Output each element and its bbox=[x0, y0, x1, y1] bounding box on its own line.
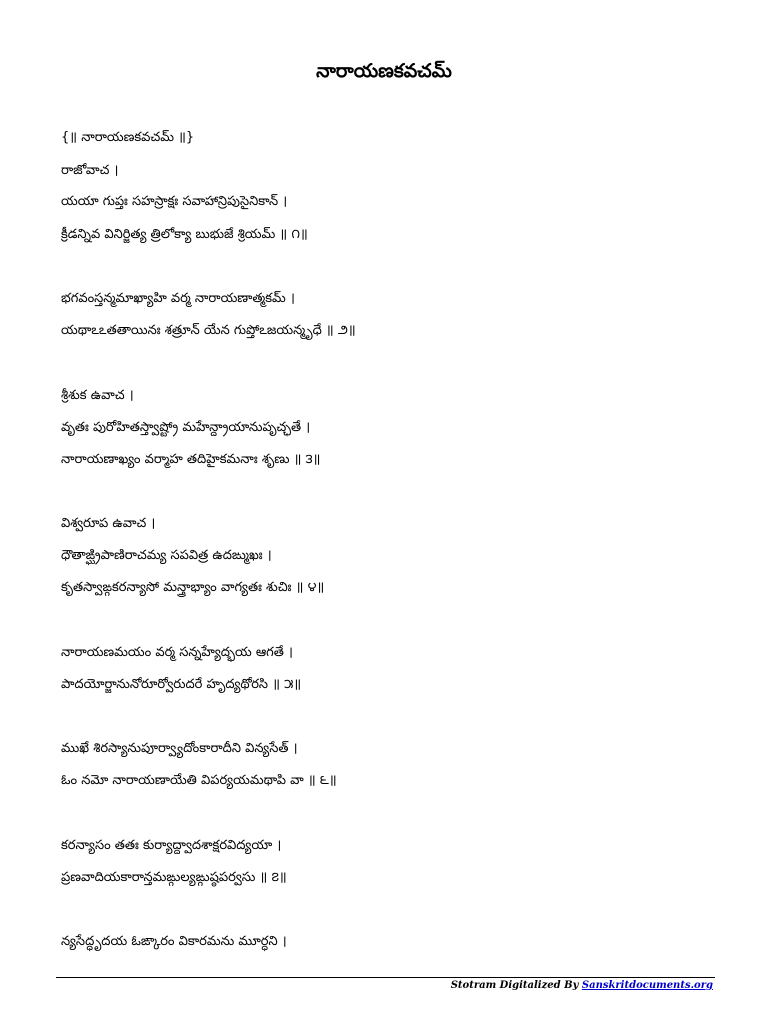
text-line-verse-2a: భగవంస్తన్మమాఖ్యాహి వర్మ నారాయణాత్మకమ్ । bbox=[61, 291, 295, 306]
text-line-verse-4a: ధౌతాఙ్ఘ్రిపాణిరాచమ్య సపవిత్ర ఉదఙ్ముఖః । bbox=[61, 548, 272, 563]
text-line-verse-6b: ఓం నమో నారాయణాయేతి విపర్యయమథాపి వా ॥ ౬॥ bbox=[61, 773, 337, 788]
text-line-verse-5b: పాదయోర్జానునోరూర్వోరుదరే హృద్యథోరసి ॥ ౫॥ bbox=[61, 677, 302, 692]
text-line-speaker: రాజోవాచ । bbox=[61, 163, 119, 178]
text-line-header: {॥ నారాయణకవచమ్ ॥} bbox=[61, 130, 195, 145]
text-line-verse-1a: యయా గుప్తః సహస్రాక్షః సవాహాన్రిపుసైనికాన్ । bbox=[61, 194, 288, 209]
text-line-verse-2b: యథాఽఽతతాయినః శత్రూన్ యేన గుప్తోఽజయన్మృధే ॥ ౨॥ bbox=[61, 323, 356, 338]
page-title: నారాయణకవచమ్ bbox=[316, 60, 452, 82]
text-line-verse-4b: కృతస్వాఙ్గకరన్యాసో మన్త్రాభ్యాం వాగ్యతః శుచిః ॥ ౪॥ bbox=[61, 580, 325, 595]
sanskritdocuments-link[interactable]: Sanskritdocuments.org bbox=[581, 980, 713, 991]
footer-credit-prefix: Stotram Digitalized By bbox=[450, 980, 582, 991]
text-line-verse-6a: ముఖే శిరస్యానుపూర్వ్యాదోంకారాదీని విన్యసేత్ । bbox=[61, 741, 298, 756]
text-line-speaker: శ్రీశుక ఉవాచ । bbox=[61, 388, 134, 403]
text-line-speaker: విశ్వరూప ఉవాచ । bbox=[61, 516, 156, 531]
text-line-verse-1b: క్రీడన్నివ వినిర్జిత్య త్రిలోక్యా బుభుజే శ్రియమ్ ॥ ౧॥ bbox=[61, 227, 308, 242]
text-line-verse-8a: న్యసేద్ధృదయ ఓఙ్కారం వికారమను మూర్ధని । bbox=[61, 934, 287, 949]
footer-credit bbox=[451, 979, 713, 993]
text-line-verse-3a: వృతః పురోహితస్త్వాష్ట్రో మహేన్ద్రాయానుపృచ్ఛతే । bbox=[61, 420, 311, 435]
text-line-verse-5a: నారాయణమయం వర్మ సన్నహ్యేద్భయ ఆగతే । bbox=[61, 645, 293, 660]
footer-divider bbox=[56, 977, 715, 978]
text-line-verse-7b: ప్రణవాదియకారాన్తమఙ్గుల్యఙ్గుష్ఠపర్వసు ॥ ౭॥ bbox=[61, 870, 287, 885]
text-line-verse-7a: కరన్యాసం తతః కుర్యాద్ద్వాదశాక్షరవిద్యయా । bbox=[61, 838, 282, 853]
text-line-verse-3b: నారాయణాఖ్యం వర్మాహ తదిహైకమనాః శృణు ॥ ౩॥ bbox=[61, 452, 321, 467]
